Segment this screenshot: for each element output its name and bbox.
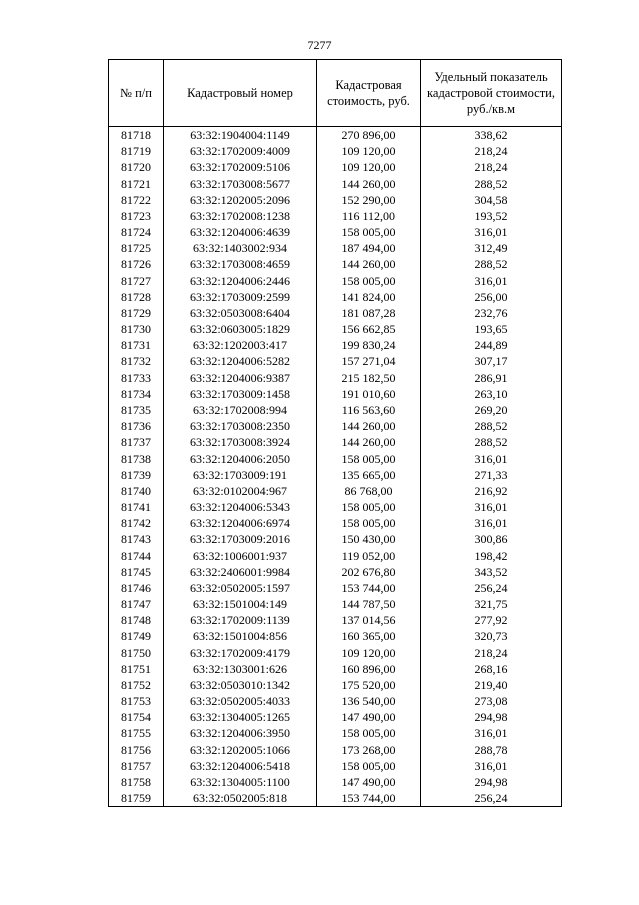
row-cadastral-number: 63:32:1703008:5677	[164, 176, 317, 192]
table-row	[109, 612, 562, 628]
row-cadastral-number: 63:32:0502005:818	[164, 790, 317, 807]
row-num: 81720	[109, 159, 164, 175]
table-row	[109, 645, 562, 661]
table-row	[109, 774, 562, 790]
row-cadastral-value: 153 744,00	[317, 580, 421, 596]
row-specific-value: 312,49	[421, 240, 562, 256]
row-num: 81728	[109, 289, 164, 305]
row-cadastral-number: 63:32:0502005:1597	[164, 580, 317, 596]
row-specific-value: 294,98	[421, 774, 562, 790]
row-cadastral-value: 144 260,00	[317, 176, 421, 192]
table-row	[109, 434, 562, 450]
row-specific-value: 288,52	[421, 256, 562, 272]
row-cadastral-value: 141 824,00	[317, 289, 421, 305]
table-row	[109, 159, 562, 175]
table-row	[109, 742, 562, 758]
row-num: 81746	[109, 580, 164, 596]
row-num: 81738	[109, 450, 164, 466]
row-num: 81731	[109, 337, 164, 353]
row-cadastral-value: 86 768,00	[317, 483, 421, 499]
row-specific-value: 268,16	[421, 661, 562, 677]
row-cadastral-value: 191 010,60	[317, 386, 421, 402]
row-cadastral-value: 160 365,00	[317, 628, 421, 644]
row-cadastral-value: 158 005,00	[317, 499, 421, 515]
row-num: 81719	[109, 143, 164, 159]
row-specific-value: 198,42	[421, 547, 562, 563]
row-cadastral-value: 158 005,00	[317, 725, 421, 741]
row-cadastral-value: 109 120,00	[317, 143, 421, 159]
row-cadastral-number: 63:32:1703009:1458	[164, 386, 317, 402]
table-row	[109, 709, 562, 725]
row-cadastral-number: 63:32:1204006:5282	[164, 353, 317, 369]
row-cadastral-value: 175 520,00	[317, 677, 421, 693]
table-row	[109, 386, 562, 402]
page-number: 7277	[307, 38, 332, 52]
row-cadastral-number: 63:32:1006001:937	[164, 547, 317, 563]
table-row	[109, 531, 562, 547]
row-specific-value: 256,24	[421, 790, 562, 807]
table-row	[109, 450, 562, 466]
row-cadastral-value: 147 490,00	[317, 709, 421, 725]
row-specific-value: 232,76	[421, 305, 562, 321]
row-num: 81745	[109, 564, 164, 580]
row-specific-value: 286,91	[421, 370, 562, 386]
row-num: 81744	[109, 547, 164, 563]
row-cadastral-number: 63:32:1702008:1238	[164, 208, 317, 224]
row-specific-value: 307,17	[421, 353, 562, 369]
row-cadastral-number: 63:32:1204006:2446	[164, 273, 317, 289]
table-row	[109, 192, 562, 208]
row-cadastral-number: 63:32:1204006:5418	[164, 758, 317, 774]
row-cadastral-value: 109 120,00	[317, 645, 421, 661]
row-specific-value: 316,01	[421, 499, 562, 515]
row-cadastral-value: 157 271,04	[317, 353, 421, 369]
row-cadastral-value: 173 268,00	[317, 742, 421, 758]
row-cadastral-number: 63:32:1703008:2350	[164, 418, 317, 434]
row-num: 81749	[109, 628, 164, 644]
row-specific-value: 263,10	[421, 386, 562, 402]
row-cadastral-value: 119 052,00	[317, 547, 421, 563]
table-row	[109, 127, 562, 144]
row-specific-value: 288,78	[421, 742, 562, 758]
row-cadastral-number: 63:32:1204006:9387	[164, 370, 317, 386]
row-cadastral-number: 63:32:1702009:4009	[164, 143, 317, 159]
row-specific-value: 216,92	[421, 483, 562, 499]
row-cadastral-value: 181 087,28	[317, 305, 421, 321]
row-num: 81737	[109, 434, 164, 450]
row-num: 81754	[109, 709, 164, 725]
row-specific-value: 288,52	[421, 418, 562, 434]
row-specific-value: 193,65	[421, 321, 562, 337]
row-cadastral-value: 144 260,00	[317, 418, 421, 434]
row-specific-value: 288,52	[421, 434, 562, 450]
row-specific-value: 271,33	[421, 467, 562, 483]
table-row	[109, 661, 562, 677]
row-cadastral-number: 63:32:1204006:5343	[164, 499, 317, 515]
row-cadastral-value: 202 676,80	[317, 564, 421, 580]
row-num: 81741	[109, 499, 164, 515]
row-cadastral-number: 63:32:1703008:4659	[164, 256, 317, 272]
row-specific-value: 288,52	[421, 176, 562, 192]
row-num: 81748	[109, 612, 164, 628]
row-num: 81756	[109, 742, 164, 758]
row-num: 81718	[109, 127, 164, 144]
row-cadastral-value: 152 290,00	[317, 192, 421, 208]
row-num: 81739	[109, 467, 164, 483]
row-cadastral-value: 109 120,00	[317, 159, 421, 175]
row-specific-value: 273,08	[421, 693, 562, 709]
table-row	[109, 677, 562, 693]
header-cadastral-value: Кадастровая стоимость, руб.	[317, 60, 421, 127]
table-row	[109, 758, 562, 774]
row-num: 81736	[109, 418, 164, 434]
row-cadastral-value: 156 662,85	[317, 321, 421, 337]
row-num: 81729	[109, 305, 164, 321]
row-specific-value: 316,01	[421, 273, 562, 289]
table-row	[109, 370, 562, 386]
table-row	[109, 564, 562, 580]
row-num: 81759	[109, 790, 164, 807]
row-num: 81726	[109, 256, 164, 272]
row-cadastral-number: 63:32:1403002:934	[164, 240, 317, 256]
row-cadastral-number: 63:32:1501004:149	[164, 596, 317, 612]
row-specific-value: 244,89	[421, 337, 562, 353]
row-num: 81732	[109, 353, 164, 369]
row-num: 81735	[109, 402, 164, 418]
cadastral-table	[108, 59, 562, 807]
table-row	[109, 240, 562, 256]
table-row	[109, 515, 562, 531]
table-row	[109, 499, 562, 515]
row-cadastral-value: 215 182,50	[317, 370, 421, 386]
table-row	[109, 289, 562, 305]
row-cadastral-number: 63:32:1304005:1100	[164, 774, 317, 790]
table-row	[109, 353, 562, 369]
row-cadastral-value: 158 005,00	[317, 515, 421, 531]
row-cadastral-value: 144 260,00	[317, 434, 421, 450]
row-cadastral-value: 136 540,00	[317, 693, 421, 709]
row-cadastral-value: 158 005,00	[317, 450, 421, 466]
row-cadastral-number: 63:32:1202003:417	[164, 337, 317, 353]
row-cadastral-number: 63:32:1904004:1149	[164, 127, 317, 144]
row-cadastral-number: 63:32:1204006:2050	[164, 450, 317, 466]
table-row	[109, 483, 562, 499]
row-cadastral-value: 158 005,00	[317, 224, 421, 240]
row-cadastral-value: 270 896,00	[317, 127, 421, 144]
row-specific-value: 316,01	[421, 758, 562, 774]
row-specific-value: 316,01	[421, 725, 562, 741]
row-num: 81758	[109, 774, 164, 790]
header-cadastral-number: Кадастровый номер	[164, 60, 317, 127]
table-row	[109, 256, 562, 272]
row-specific-value: 218,24	[421, 645, 562, 661]
row-num: 81727	[109, 273, 164, 289]
row-cadastral-value: 153 744,00	[317, 790, 421, 807]
row-num: 81751	[109, 661, 164, 677]
row-num: 81730	[109, 321, 164, 337]
row-cadastral-number: 63:32:0503010:1342	[164, 677, 317, 693]
row-cadastral-number: 63:32:1501004:856	[164, 628, 317, 644]
row-cadastral-number: 63:32:1304005:1265	[164, 709, 317, 725]
row-specific-value: 304,58	[421, 192, 562, 208]
table-row	[109, 224, 562, 240]
row-num: 81723	[109, 208, 164, 224]
table-row	[109, 321, 562, 337]
header-num: № п/п	[109, 60, 164, 127]
row-specific-value: 316,01	[421, 224, 562, 240]
row-specific-value: 316,01	[421, 450, 562, 466]
row-cadastral-number: 63:32:1703008:3924	[164, 434, 317, 450]
row-specific-value: 338,62	[421, 127, 562, 144]
row-num: 81721	[109, 176, 164, 192]
row-num: 81722	[109, 192, 164, 208]
row-cadastral-number: 63:32:1204006:4639	[164, 224, 317, 240]
row-num: 81725	[109, 240, 164, 256]
row-num: 81755	[109, 725, 164, 741]
header-specific-value: Удельный показатель кадастровой стоимости, руб./кв.м	[421, 60, 562, 127]
row-specific-value: 294,98	[421, 709, 562, 725]
table-row	[109, 596, 562, 612]
table-row	[109, 402, 562, 418]
row-specific-value: 269,20	[421, 402, 562, 418]
table-row	[109, 467, 562, 483]
row-cadastral-number: 63:32:1202005:2096	[164, 192, 317, 208]
header-row	[109, 60, 562, 127]
table-body	[109, 127, 562, 807]
row-specific-value: 316,01	[421, 515, 562, 531]
row-cadastral-value: 158 005,00	[317, 758, 421, 774]
row-cadastral-value: 144 260,00	[317, 256, 421, 272]
row-cadastral-number: 63:32:1703009:2016	[164, 531, 317, 547]
table-row	[109, 628, 562, 644]
table-row	[109, 725, 562, 741]
table-row	[109, 693, 562, 709]
row-cadastral-number: 63:32:1702009:4179	[164, 645, 317, 661]
row-cadastral-value: 116 563,60	[317, 402, 421, 418]
row-cadastral-value: 158 005,00	[317, 273, 421, 289]
row-num: 81733	[109, 370, 164, 386]
row-specific-value: 256,24	[421, 580, 562, 596]
row-cadastral-value: 144 787,50	[317, 596, 421, 612]
row-specific-value: 277,92	[421, 612, 562, 628]
table-row	[109, 547, 562, 563]
row-num: 81742	[109, 515, 164, 531]
row-cadastral-value: 160 896,00	[317, 661, 421, 677]
row-cadastral-value: 147 490,00	[317, 774, 421, 790]
row-num: 81724	[109, 224, 164, 240]
row-cadastral-value: 150 430,00	[317, 531, 421, 547]
row-cadastral-number: 63:32:1303001:626	[164, 661, 317, 677]
table-row	[109, 580, 562, 596]
row-cadastral-number: 63:32:0503008:6404	[164, 305, 317, 321]
row-specific-value: 343,52	[421, 564, 562, 580]
row-cadastral-value: 199 830,24	[317, 337, 421, 353]
row-specific-value: 321,75	[421, 596, 562, 612]
row-specific-value: 300,86	[421, 531, 562, 547]
row-num: 81753	[109, 693, 164, 709]
row-num: 81757	[109, 758, 164, 774]
row-cadastral-value: 135 665,00	[317, 467, 421, 483]
row-cadastral-number: 63:32:1703009:191	[164, 467, 317, 483]
row-specific-value: 219,40	[421, 677, 562, 693]
row-cadastral-number: 63:32:0603005:1829	[164, 321, 317, 337]
row-cadastral-number: 63:32:1204006:6974	[164, 515, 317, 531]
row-cadastral-value: 137 014,56	[317, 612, 421, 628]
row-num: 81740	[109, 483, 164, 499]
row-num: 81752	[109, 677, 164, 693]
table-row	[109, 790, 562, 807]
row-num: 81750	[109, 645, 164, 661]
row-specific-value: 218,24	[421, 143, 562, 159]
row-cadastral-value: 187 494,00	[317, 240, 421, 256]
row-specific-value: 193,52	[421, 208, 562, 224]
row-num: 81743	[109, 531, 164, 547]
row-cadastral-number: 63:32:1202005:1066	[164, 742, 317, 758]
table-row	[109, 176, 562, 192]
table-header	[109, 60, 562, 127]
row-cadastral-number: 63:32:1702009:5106	[164, 159, 317, 175]
row-cadastral-number: 63:32:1703009:2599	[164, 289, 317, 305]
row-specific-value: 256,00	[421, 289, 562, 305]
row-specific-value: 218,24	[421, 159, 562, 175]
table-row	[109, 305, 562, 321]
row-cadastral-number: 63:32:1702008:994	[164, 402, 317, 418]
table-row	[109, 143, 562, 159]
table-row	[109, 208, 562, 224]
row-cadastral-value: 116 112,00	[317, 208, 421, 224]
row-cadastral-number: 63:32:0102004:967	[164, 483, 317, 499]
row-specific-value: 320,73	[421, 628, 562, 644]
row-cadastral-number: 63:32:1204006:3950	[164, 725, 317, 741]
row-cadastral-number: 63:32:1702009:1139	[164, 612, 317, 628]
row-cadastral-number: 63:32:2406001:9984	[164, 564, 317, 580]
row-cadastral-number: 63:32:0502005:4033	[164, 693, 317, 709]
table-row	[109, 337, 562, 353]
row-num: 81747	[109, 596, 164, 612]
table-row	[109, 418, 562, 434]
row-num: 81734	[109, 386, 164, 402]
table-row	[109, 273, 562, 289]
